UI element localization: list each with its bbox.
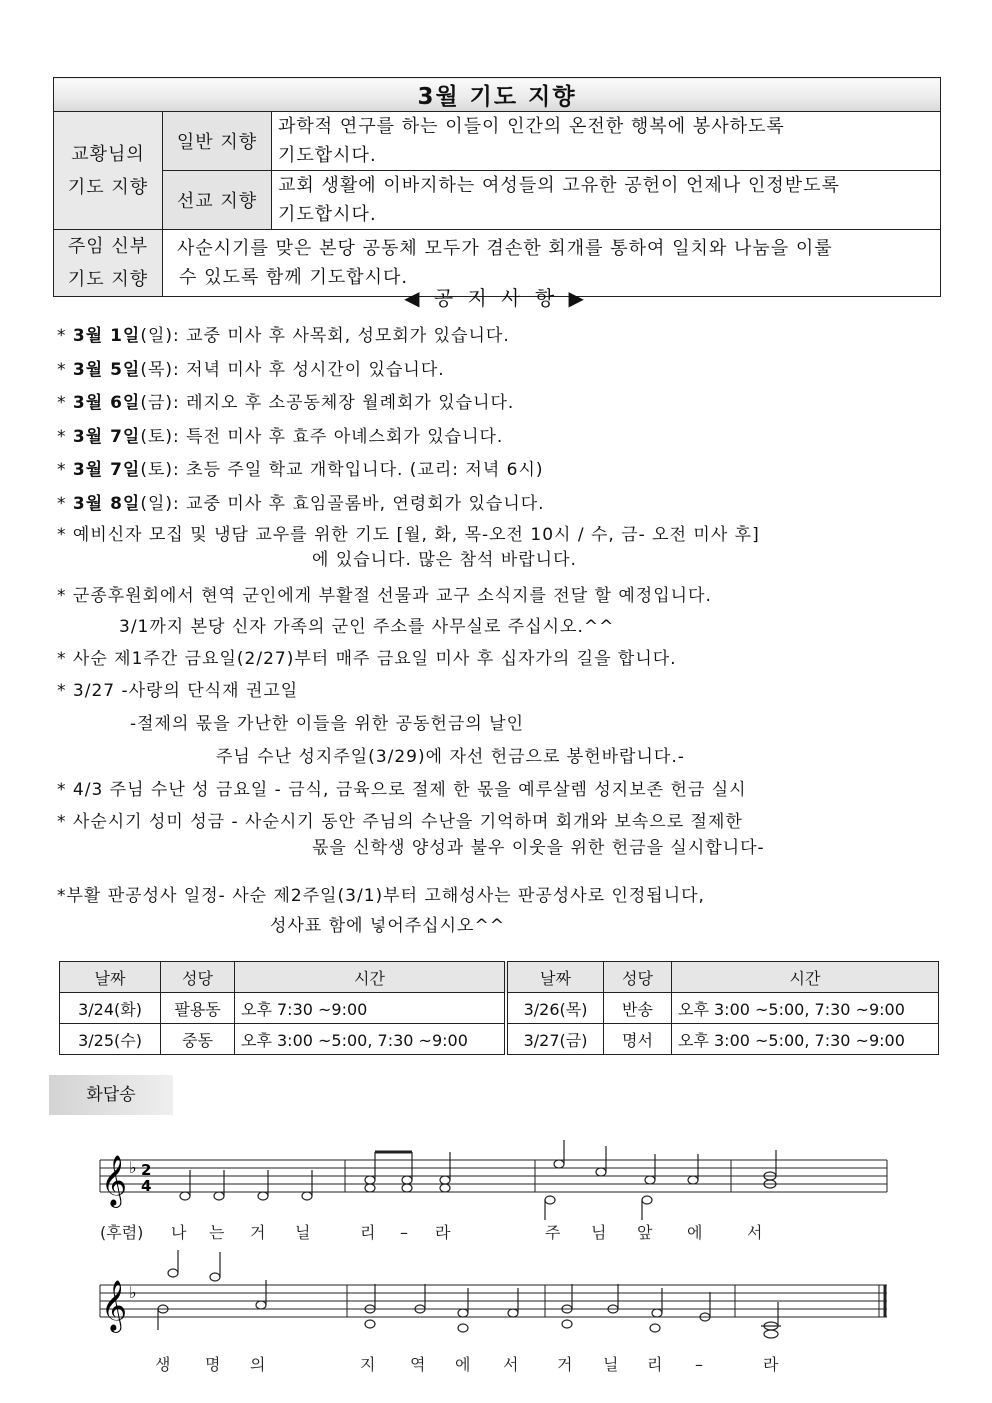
psalm-label: 화답송 [49, 1075, 173, 1115]
mission-intention-label: 선교 지향 [163, 171, 272, 230]
table-row: 3/24(화) 팔용동 오후 7:30 ~9:00 3/26(목) 반송 오후 3:00 ~5:00, 7:30 ~9:00 [60, 993, 939, 1024]
confession-schedule-table [59, 961, 939, 1055]
svg-text:명: 명 [205, 1355, 221, 1374]
list-item: * 3월 1일(일): 교중 미사 후 사목회, 성모회가 있습니다. [57, 326, 510, 346]
mission-intention-text: 교회 생활에 이바지하는 여성들의 고유한 공헌이 언제나 인정받도록 기도합시다. [272, 171, 941, 230]
table-row: 3/25(수) 중동 오후 3:00 ~5:00, 7:30 ~9:00 3/27(금) 명서 오후 3:00 ~5:00, 7:30 ~9:00 [60, 1024, 939, 1055]
svg-text:앞: 앞 [637, 1223, 653, 1242]
flat-icon: ♭ [129, 1283, 137, 1302]
staff-line-1 [100, 1160, 887, 1192]
svg-text:–: – [695, 1355, 703, 1374]
pope-intention-label: 교황님의 기도 지향 [54, 112, 163, 230]
svg-text:4: 4 [141, 1177, 152, 1195]
svg-text:는: 는 [209, 1223, 225, 1242]
svg-text:거: 거 [250, 1223, 266, 1242]
svg-text:리: 리 [360, 1223, 376, 1242]
list-item: * 3월 7일(토): 특전 미사 후 효주 아녜스회가 있습니다. [57, 426, 504, 447]
svg-text:닐: 닐 [603, 1355, 619, 1374]
catechumen-notice: * 예비신자 모집 및 냉담 교우를 위한 기도 [월, 화, 목-오전 10시 / 수, 금- 오전 미사 후] 에 있습니다. 많은 참석 바랍니다. [57, 525, 760, 570]
svg-text:에: 에 [455, 1355, 471, 1374]
svg-text:에: 에 [687, 1223, 703, 1242]
svg-text:(후렴): (후렴) [100, 1223, 144, 1242]
svg-text:주: 주 [545, 1223, 561, 1242]
prayer-intentions-table [53, 77, 941, 297]
stations-notice: * 사순 제1주간 금요일(2/27)부터 매주 금요일 미사 후 십자가의 길을 합니다. [57, 649, 677, 669]
svg-text:생: 생 [155, 1355, 171, 1374]
list-item: * 3월 6일(금): 레지오 후 소공동체장 월례회가 있습니다. [57, 393, 515, 413]
list-item: * 3월 5일(목): 저녁 미사 후 성시간이 있습니다. [57, 359, 445, 380]
list-item: * 3월 7일(토): 초등 주일 학교 개학입니다. (교리: 저녁 6시) [57, 460, 544, 480]
confession-notice: *부활 판공성사 일정- 사순 제2주일(3/1)부터 고해성사는 판공성사로 인정됩니다, 성사표 함에 넣어주십시오^^ [57, 886, 705, 936]
psalm-score [95, 1140, 895, 1380]
lyrics-line-1 [100, 1223, 762, 1242]
svg-text:라: 라 [763, 1355, 779, 1374]
military-notice: * 군종후원회에서 현역 군인에게 부활절 선물과 교구 소식지를 전달 할 예정입니다. 3/1까지 본당 신자 가족의 군인 주소를 사무실로 주십시오.^^ [57, 586, 712, 637]
treble-clef-icon: 𝄞 [101, 1280, 128, 1331]
flat-icon: ♭ [129, 1158, 137, 1177]
prayer-title: 3월 기도 지향 [54, 78, 941, 112]
svg-text:라: 라 [435, 1223, 451, 1242]
staff-line-2 [100, 1285, 887, 1317]
general-intention-label: 일반 지향 [163, 112, 272, 171]
pastor-intention-label: 주임 신부 기도 지향 [54, 230, 163, 297]
list-item: * 3월 8일(일): 교중 미사 후 효임골롬바, 연령회가 있습니다. [57, 493, 545, 514]
notices-list [57, 320, 947, 941]
notices-title: ◀ 공 지 사 항 ▶ [404, 286, 588, 310]
svg-text:서: 서 [503, 1355, 519, 1374]
svg-text:나: 나 [171, 1223, 187, 1242]
general-intention-text: 과학적 연구를 하는 이들이 인간의 온전한 행복에 봉사하도록 기도합시다. [272, 112, 941, 171]
svg-text:역: 역 [410, 1355, 426, 1374]
svg-text:서: 서 [747, 1223, 763, 1242]
svg-text:지: 지 [360, 1355, 376, 1374]
dated-notices [57, 320, 947, 521]
notes-line-2 [158, 1250, 781, 1338]
fast-notice: * 3/27 -사랑의 단식재 권고일 -절제의 몫을 가난한 이들을 위한 공동헌금의 날인 주님 수난 성지주일(3/29)에 자선 헌금으로 봉헌바랍니다.- [57, 681, 685, 767]
svg-text:의: 의 [250, 1355, 266, 1374]
svg-text:닐: 닐 [295, 1223, 311, 1242]
notes-line-1 [180, 1140, 776, 1220]
good-friday-notice: * 4/3 주님 수난 성 금요일 - 금식, 금육으로 절제 한 몫을 예루살렘 성지보존 헌금 실시 [57, 780, 747, 800]
table-header-row: 날짜 성당 시간 날짜 성당 시간 [60, 962, 939, 993]
lyrics-line-2 [155, 1355, 779, 1374]
svg-text:거: 거 [557, 1355, 573, 1374]
treble-clef-icon: 𝄞 [101, 1155, 128, 1206]
svg-text:–: – [400, 1223, 408, 1242]
svg-text:리: 리 [647, 1355, 663, 1374]
pastor-intention-text: 사순시기를 맞은 본당 공동체 모두가 겸손한 회개를 통하여 일치와 나눔을 이룰 수 있도록 함께 기도합시다. [163, 230, 941, 297]
lent-offering-notice: * 사순시기 성미 성금 - 사순시기 동안 주님의 수난을 기억하며 회개와 보속으로 절제한 몫을 신학생 양성과 불우 이웃을 위한 헌금을 실시합니다- [57, 812, 765, 858]
time-signature: 2 [141, 1161, 152, 1179]
svg-text:님: 님 [591, 1223, 607, 1242]
